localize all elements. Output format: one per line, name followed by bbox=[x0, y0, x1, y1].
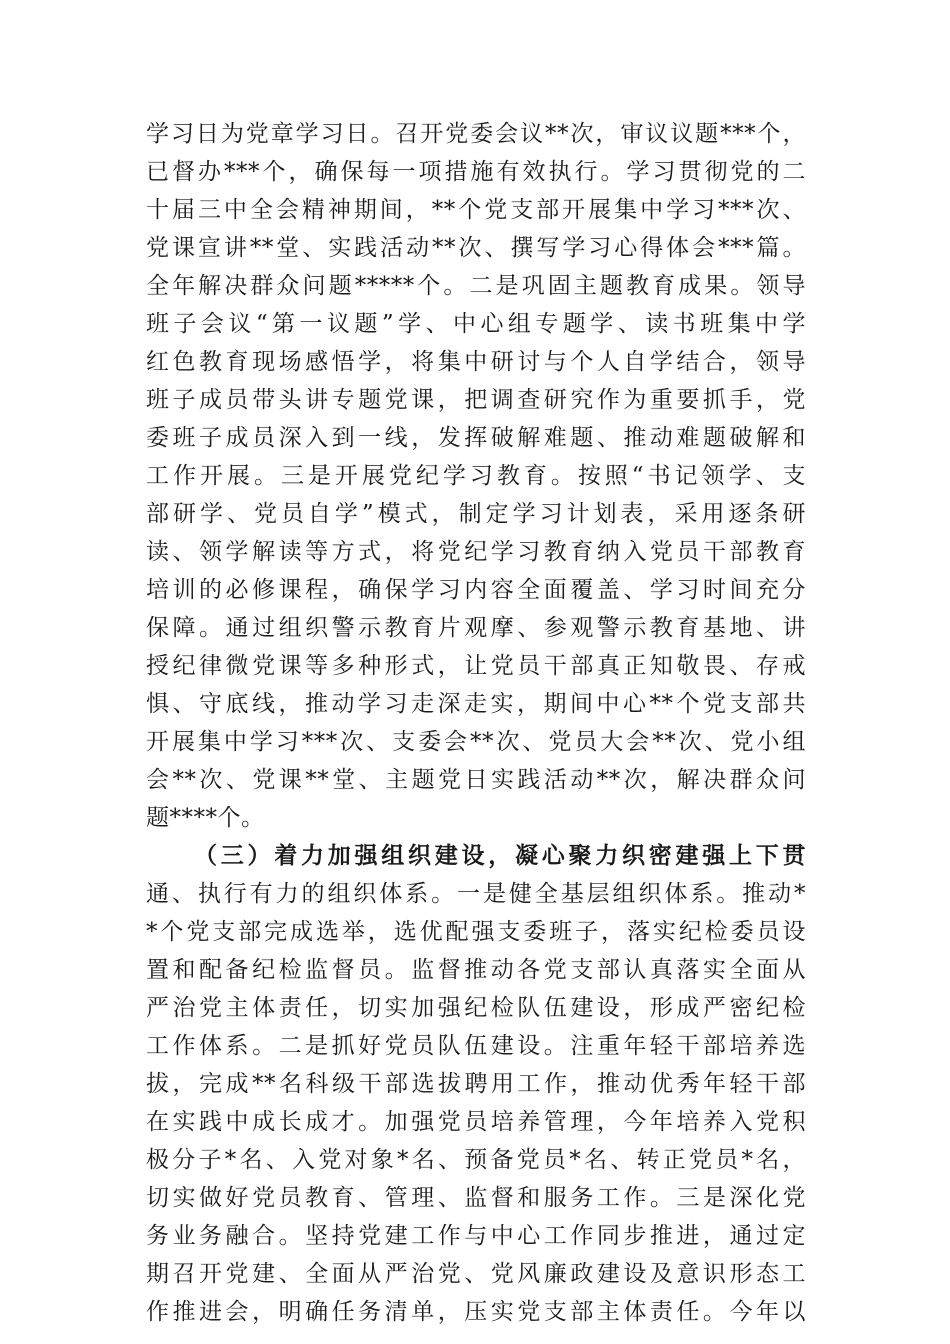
body-text-line: 工作体系。二是抓好党员队伍建设。注重年轻干部培养选 bbox=[146, 1033, 806, 1059]
body-text-line: 班子会议“第一议题”学、中心组专题学、读书班集中学 bbox=[146, 311, 806, 337]
body-text-line: 工作开展。三是开展党纪学习教育。按照“书记领学、支 bbox=[146, 463, 806, 489]
body-text-line: 党课宣讲**堂、实践活动**次、撰写学习心得体会***篇。 bbox=[146, 235, 806, 261]
body-text-line: 委班子成员深入到一线，发挥破解难题、推动难题破解和 bbox=[146, 425, 806, 451]
body-text-line: 培训的必修课程，确保学习内容全面覆盖、学习时间充分 bbox=[146, 577, 806, 603]
body-text-line: 期召开党建、全面从严治党、党风廉政建设及意识形态工 bbox=[146, 1261, 806, 1287]
body-text-line: 置和配备纪检监督员。监督推动各党支部认真落实全面从 bbox=[146, 957, 806, 983]
body-text-line: 在实践中成长成才。加强党员培养管理，今年培养入党积 bbox=[146, 1109, 806, 1135]
body-text-line: *个党支部完成选举，选优配强支委班子，落实纪检委员设 bbox=[146, 919, 806, 945]
body-text-line: 授纪律微党课等多种形式，让党员干部真正知敬畏、存戒 bbox=[146, 653, 806, 679]
section-heading: （三）着力加强组织建设，凝心聚力织密建强上下贯 bbox=[194, 842, 806, 869]
body-text-line: 班子成员带头讲专题党课，把调查研究作为重要抓手，党 bbox=[146, 387, 806, 413]
body-text-line: 惧、守底线，推动学习走深走实，期间中心**个党支部共 bbox=[146, 691, 806, 717]
body-text-line: 学习日为党章学习日。召开党委会议**次，审议议题***个， bbox=[146, 121, 806, 147]
body-text-line: 读、领学解读等方式，将党纪学习教育纳入党员干部教育 bbox=[146, 539, 806, 565]
body-text-line: 部研学、党员自学”模式，制定学习计划表，采用逐条研 bbox=[146, 501, 806, 527]
body-text-line: 务业务融合。坚持党建工作与中心工作同步推进，通过定 bbox=[146, 1223, 806, 1249]
body-text-line: 题****个。 bbox=[146, 805, 265, 831]
body-text-line: 严治党主体责任，切实加强纪检队伍建设，形成严密纪检 bbox=[146, 995, 806, 1021]
body-text-line: 通、执行有力的组织体系。一是健全基层组织体系。推动* bbox=[146, 881, 806, 907]
body-text-line: 拔，完成**名科级干部选拔聘用工作，推动优秀年轻干部 bbox=[146, 1071, 806, 1097]
body-text-line: 保障。通过组织警示教育片观摩、参观警示教育基地、讲 bbox=[146, 615, 806, 641]
body-text-line: 已督办***个，确保每一项措施有效执行。学习贯彻党的二 bbox=[146, 159, 806, 185]
body-text-line: 极分子*名、入党对象*名、预备党员*名、转正党员*名， bbox=[146, 1147, 806, 1173]
body-text-line: 会**次、党课**堂、主题党日实践活动**次，解决群众问 bbox=[146, 767, 806, 793]
body-text-line: 全年解决群众问题*****个。二是巩固主题教育成果。领导 bbox=[146, 273, 806, 299]
body-text-line: 切实做好党员教育、管理、监督和服务工作。三是深化党 bbox=[146, 1185, 806, 1211]
body-text-line: 作推进会，明确任务清单，压实党支部主体责任。今年以 bbox=[146, 1299, 806, 1325]
body-text-line: 开展集中学习***次、支委会**次、党员大会**次、党小组 bbox=[146, 729, 806, 755]
body-text-line: 十届三中全会精神期间，**个党支部开展集中学习***次、 bbox=[146, 197, 806, 223]
body-text-line: 红色教育现场感悟学，将集中研讨与个人自学结合，领导 bbox=[146, 349, 806, 375]
